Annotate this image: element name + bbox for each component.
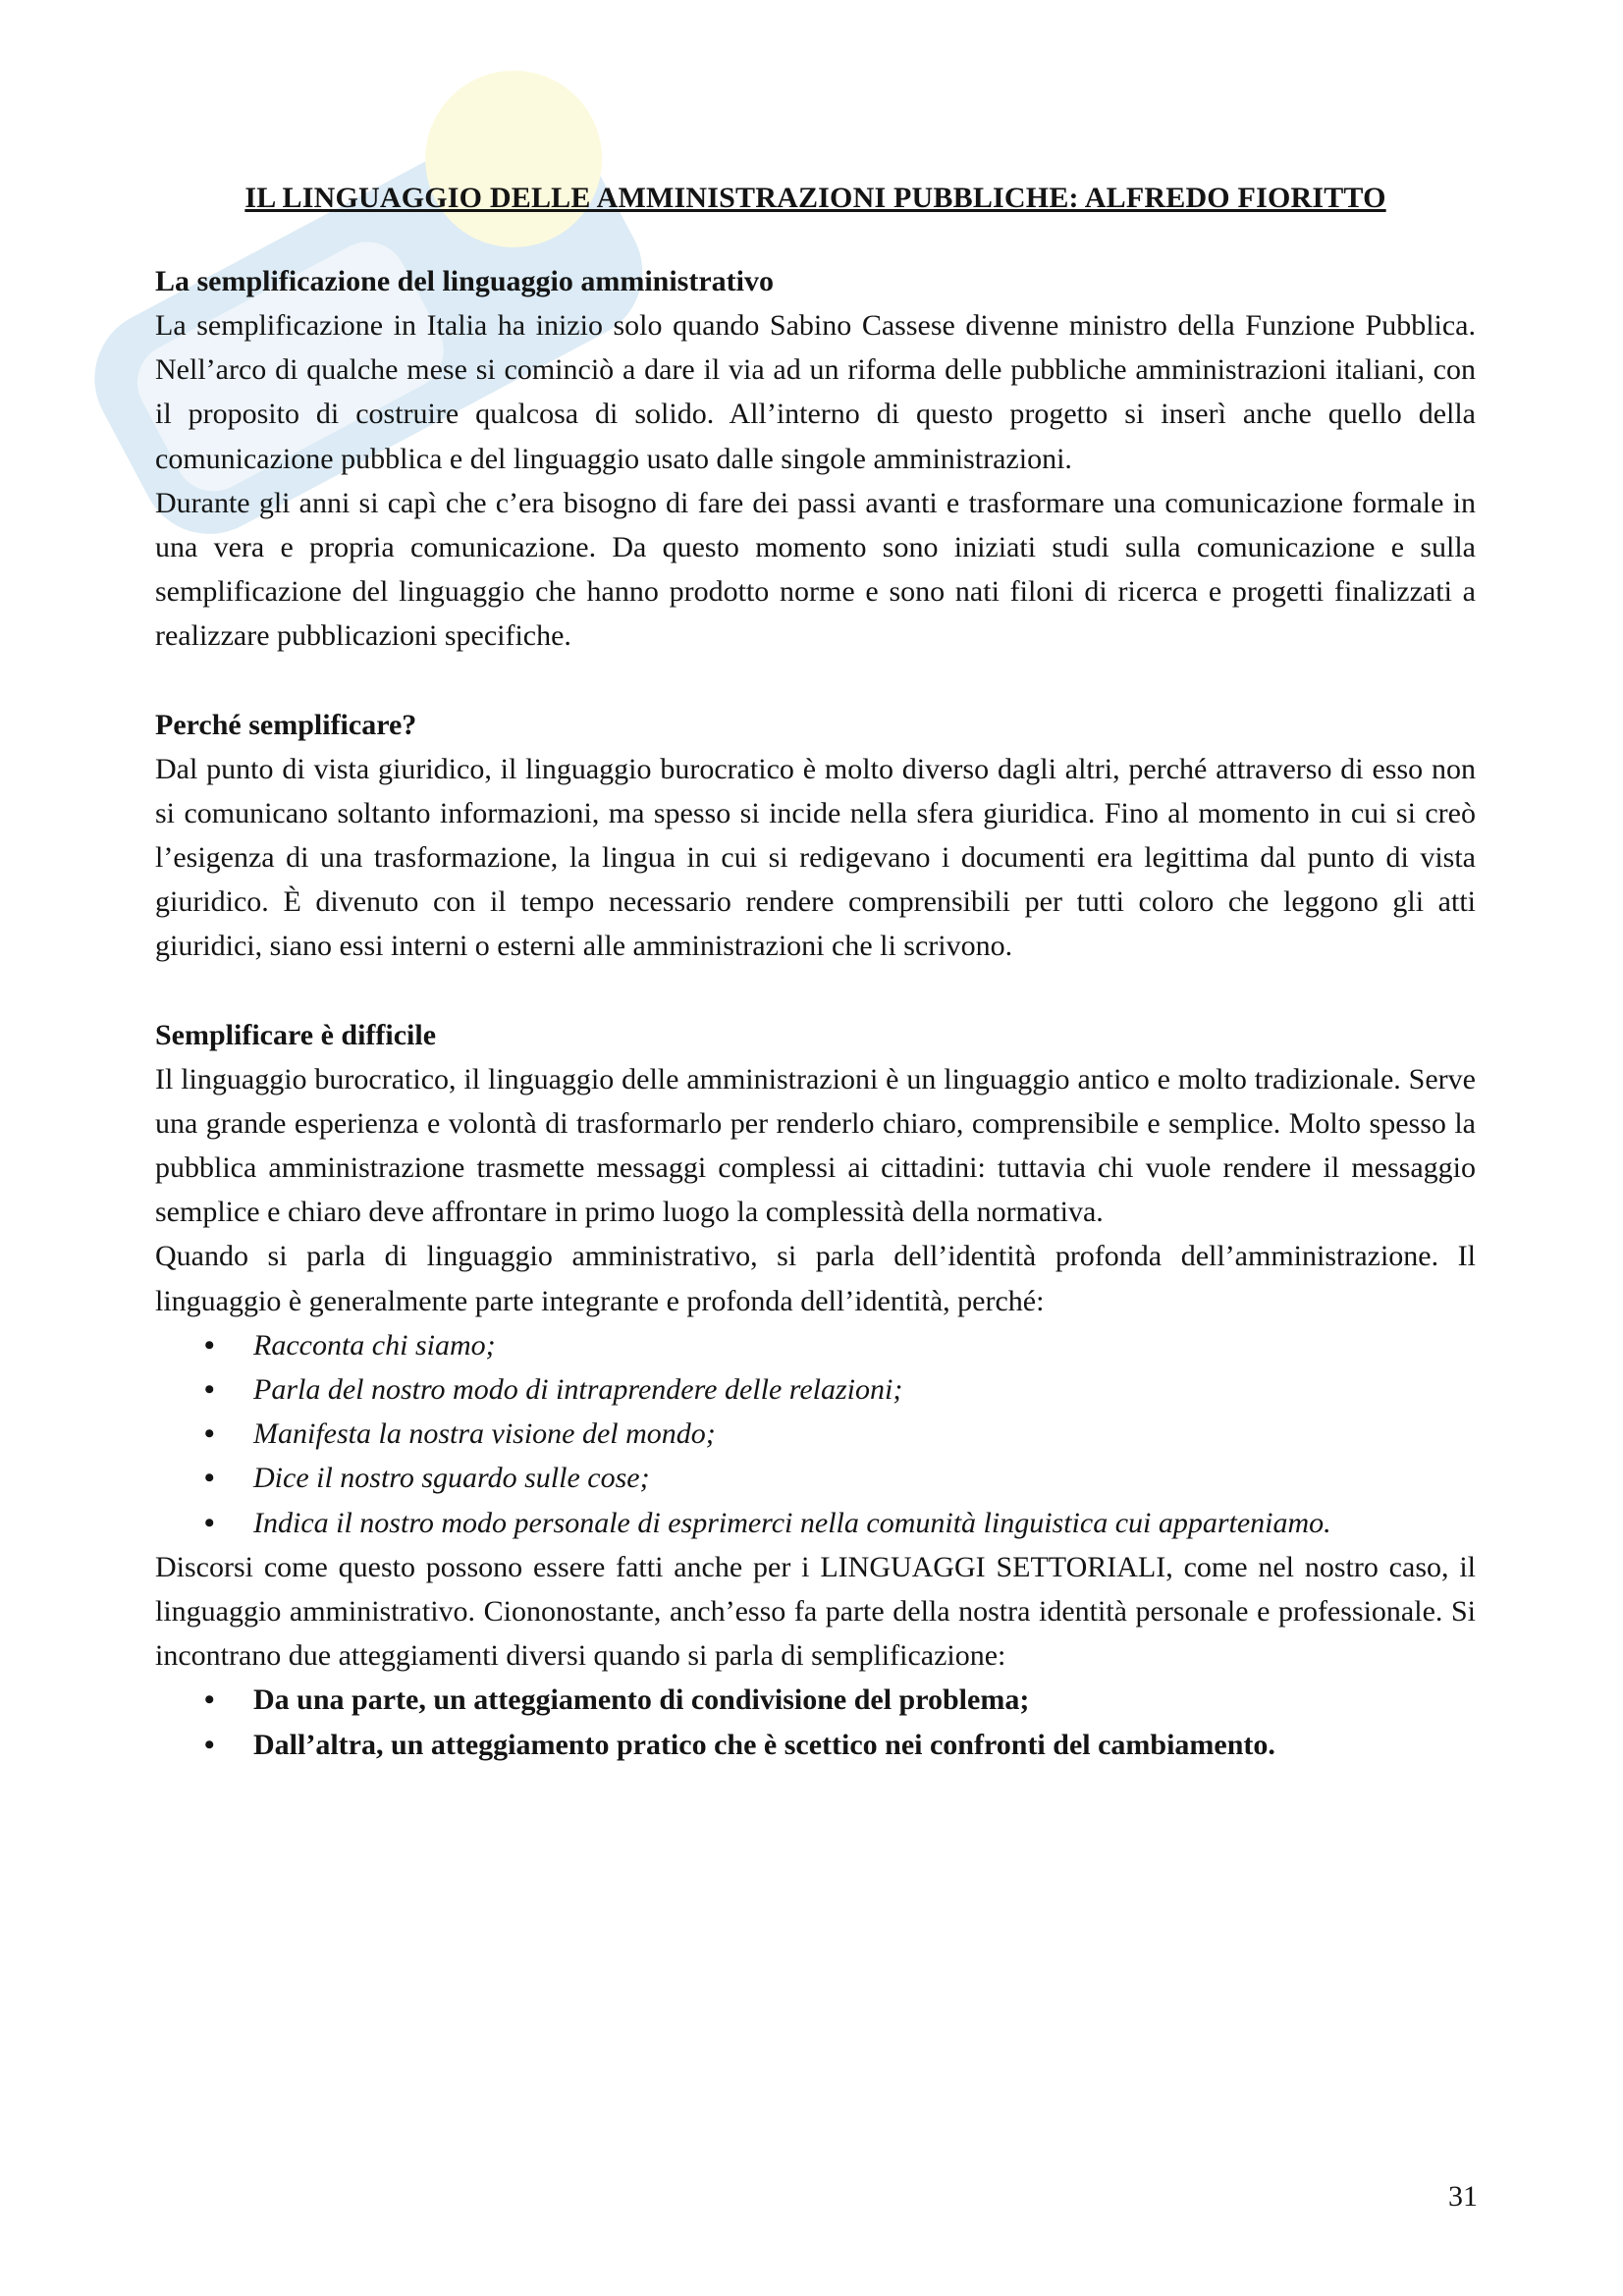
bullet-icon: •	[204, 1462, 215, 1495]
list-item: • Parla del nostro modo di intraprendere delle relazioni;	[253, 1367, 1476, 1412]
bullet-icon: •	[204, 1373, 215, 1407]
section-heading: Perché semplificare?	[155, 708, 417, 741]
paragraph: Quando si parla di linguaggio amministrativo, si parla dell’identità profonda dell’amministrazione. Il linguaggio è generalmente parte integrante e profonda dell’identità, perché:	[155, 1240, 1476, 1317]
section-heading: Semplificare è difficile	[155, 1018, 437, 1051]
list-item: • Indica il nostro modo personale di esprimerci nella comunità linguistica cui apparteniamo.	[253, 1501, 1476, 1545]
paragraph: Dal punto di vista giuridico, il linguaggio burocratico è molto diverso dagli altri, perché attraverso di esso non si comunicano soltanto informazioni, ma spesso si incide nella sfera giuridica. Fino al momento in cui si creò l’esigenza di una trasformazione, la lingua in cui si redigevano i documenti era legittima dal punto di vista giuridico. È divenuto con il tempo necessario rendere comprensibili per tutti coloro che leggono gli atti giuridici, siano essi interni o esterni alle amministrazioni che li scrivono.	[155, 752, 1476, 963]
bullet-icon: •	[204, 1328, 215, 1362]
identity-bullet-list	[155, 1323, 1476, 1545]
section-perche-semplificare	[155, 703, 1476, 969]
document-title: IL LINGUAGGIO DELLE AMMINISTRAZIONI PUBBLICHE: ALFREDO FIORITTO	[244, 182, 1386, 214]
list-item: • Manifesta la nostra visione del mondo;	[253, 1412, 1476, 1456]
bullet-icon: •	[204, 1728, 215, 1761]
list-item: • Racconta chi siamo;	[253, 1323, 1476, 1367]
list-item: • Dall’altra, un atteggiamento pratico che è scettico nei confronti del cambiamento.	[253, 1723, 1476, 1767]
paragraph: La semplificazione in Italia ha inizio solo quando Sabino Cassese divenne ministro della Funzione Pubblica. Nell’arco di qualche mese si cominciò a dare il via ad un riforma delle pubbliche amministrazioni italiani, con il proposito di costruire qualcosa di solido. All’interno di questo progetto si inserì anche quello della comunicazione pubblica e del linguaggio usato dalle singole amministrazioni.	[155, 309, 1476, 475]
bullet-icon: •	[204, 1683, 215, 1717]
list-item: • Dice il nostro sguardo sulle cose;	[253, 1456, 1476, 1500]
paragraph: Discorsi come questo possono essere fatti anche per i LINGUAGGI SETTORIALI, come nel nostro caso, il linguaggio amministrativo. Ciononostante, anch’esso fa parte della nostra identità personale e professionale. Si incontrano due atteggiamenti diversi quando si parla di semplificazione:	[155, 1550, 1476, 1673]
section-semplificazione	[155, 259, 1476, 659]
document-page	[155, 177, 1476, 1767]
attitudes-bullet-list	[155, 1678, 1476, 1766]
paragraph: Il linguaggio burocratico, il linguaggio delle amministrazioni è un linguaggio antico e molto tradizionale. Serve una grande esperienza e volontà di trasformarlo per renderlo chiaro, comprensibile e semplice. Molto spesso la pubblica amministrazione trasmette messaggi complessi ai cittadini: tuttavia chi vuole rendere il messaggio semplice e chiaro deve affrontare in primo luogo la complessità della normativa.	[155, 1062, 1476, 1229]
bullet-icon: •	[204, 1417, 215, 1451]
section-heading: La semplificazione del linguaggio amministrativo	[155, 265, 774, 297]
paragraph: Durante gli anni si capì che c’era bisogno di fare dei passi avanti e trasformare una comunicazione formale in una vera e propria comunicazione. Da questo momento sono iniziati studi sulla comunicazione e sulla semplificazione del linguaggio che hanno prodotto norme e sono nati filoni di ricerca e progetti finalizzati a realizzare pubblicazioni specifiche.	[155, 486, 1476, 653]
page-number: 31	[1448, 2180, 1478, 2213]
section-semplificare-difficile	[155, 1013, 1476, 1767]
bullet-icon: •	[204, 1506, 215, 1539]
list-item: • Da una parte, un atteggiamento di condivisione del problema;	[253, 1678, 1476, 1722]
